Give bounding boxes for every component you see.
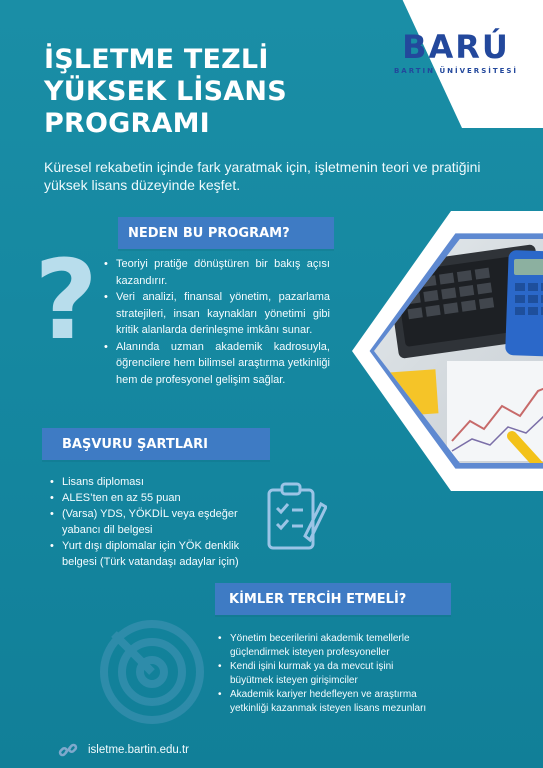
title-line-3: PROGRAMI — [44, 108, 210, 139]
title-line-2: YÜKSEK LİSANS — [44, 76, 287, 107]
intro-text: Küresel rekabetin içinde fark yaratmak için, işletmenin teori ve pratiğini yüksek lisans düzeyinde keşfet. — [44, 159, 481, 193]
kimler-item: • Akademik kariyer hedefleyen ve araştırma yetkinliği kazanmak isteyen lisans mezunları — [218, 688, 438, 716]
logo-subtitle: BARTIN ÜNİVERSİTESİ — [393, 67, 519, 75]
section-title-basvuru: BAŞVURU ŞARTLARI — [42, 428, 270, 460]
footer-url[interactable]: isletme.bartin.edu.tr — [88, 744, 189, 756]
section-title-neden: NEDEN BU PROGRAM? — [118, 217, 334, 249]
neden-list — [104, 256, 330, 388]
footer — [58, 740, 189, 760]
kimler-list — [218, 632, 438, 716]
neden-item: • Teoriyi pratiğe dönüştüren bir bakış açısı kazandırır. — [104, 256, 330, 289]
target-icon — [96, 616, 208, 728]
title-line-1: İŞLETME TEZLİ — [44, 44, 269, 75]
kimler-item: • Yönetim becerilerini akademik temellerle güçlendirmek isteyen profesyoneller — [218, 632, 438, 660]
kimler-item: • Kendi işini kurmak ya da mevcut işini büyütmek isteyen girişimciler — [218, 660, 438, 688]
neden-item: • Veri analizi, finansal yönetim, pazarlama stratejileri, insan kaynakları yönetimi gibi kritik alanlarda derinleşme imkânı sunar. — [104, 289, 330, 339]
basvuru-item: • Lisans diploması — [50, 474, 255, 490]
checklist-icon — [263, 480, 327, 554]
link-icon — [58, 740, 78, 760]
basvuru-item: • Yurt dışı diplomalar için YÖK denklik belgesi (Türk vatandaşı adaylar için) — [50, 538, 255, 570]
page-title — [44, 44, 344, 140]
logo-word: BARÚ — [402, 28, 510, 66]
basvuru-item: • ALES’ten en az 55 puan — [50, 490, 255, 506]
laptop-calculator-photo — [352, 211, 543, 491]
question-mark-icon: ? — [34, 236, 98, 364]
section-title-kimler: KİMLER TERCİH ETMELİ? — [215, 583, 451, 615]
neden-item: • Alanında uzman akademik kadrosuyla, öğrencilere hem bilimsel araştırma yetkinliği hem de profesyonel gelişim sağlar. — [104, 339, 330, 389]
basvuru-list — [50, 474, 255, 570]
baru-logo — [386, 30, 526, 75]
basvuru-item: • (Varsa) YDS, YÖKDİL veya eşdeğer yabancı dil belgesi — [50, 506, 255, 538]
